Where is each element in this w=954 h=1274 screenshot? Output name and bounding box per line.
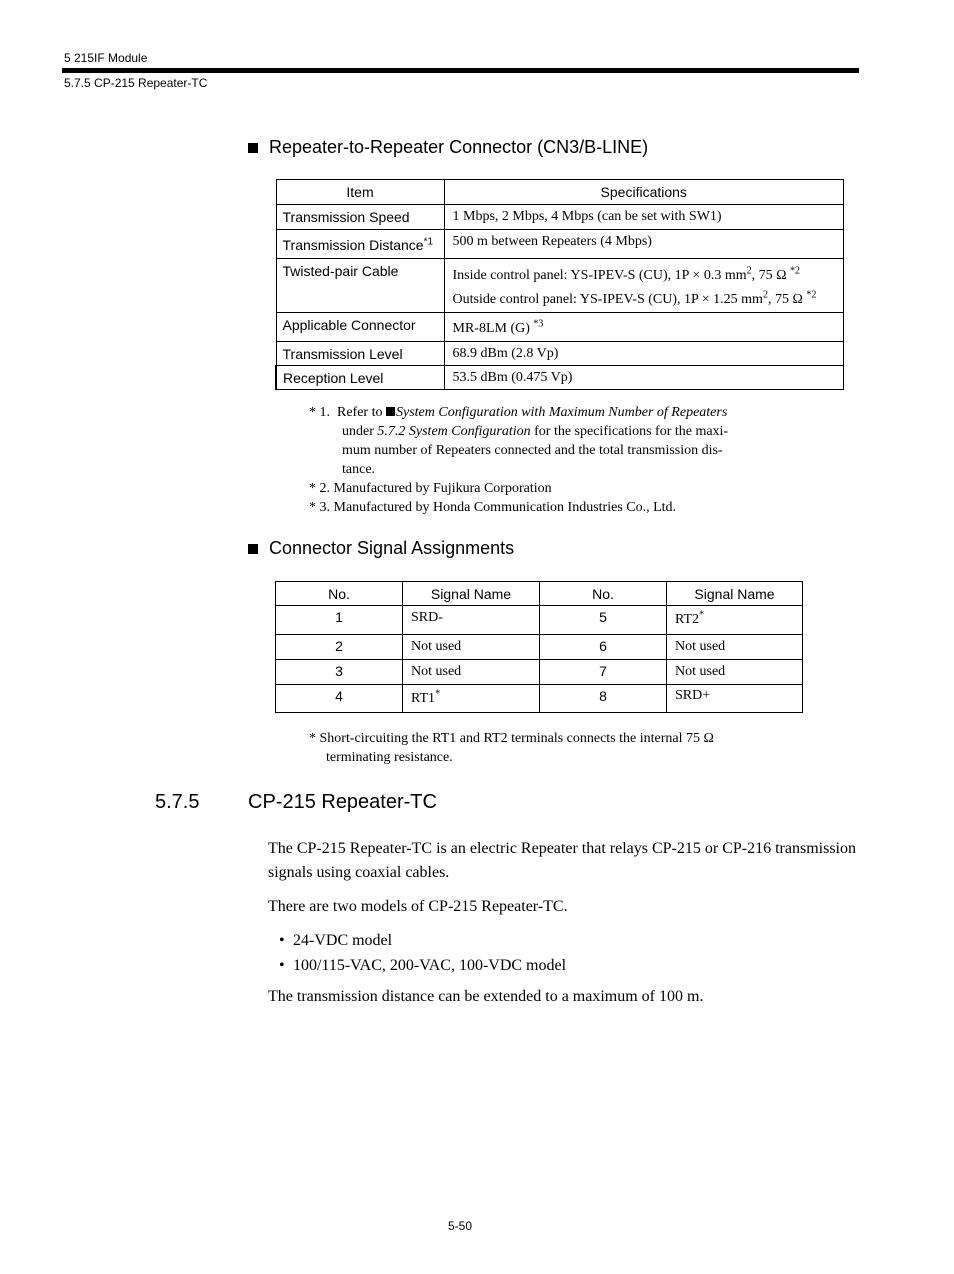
footnote-text: for the specifications for the maxi- xyxy=(530,424,729,439)
paragraph-2: There are two models of CP-215 Repeater-TC. xyxy=(268,898,568,915)
col-header-signal-name: Signal Name xyxy=(403,582,540,606)
signal-footnote-line-1: * Short-circuiting the RT1 and RT2 terminals connects the internal 75 Ω xyxy=(309,731,714,746)
footnote-ref: * xyxy=(699,609,705,621)
signal-text: RT2 xyxy=(675,612,700,627)
signal-section-title xyxy=(248,538,514,559)
signal-name xyxy=(667,606,803,635)
col-header-no: No. xyxy=(276,582,403,606)
pin-number: 8 xyxy=(540,685,667,713)
spec-cell xyxy=(444,259,844,313)
item-cell: Transmission Level xyxy=(276,342,444,366)
spec-cell: 68.9 dBm (2.8 Vp) xyxy=(444,342,844,366)
page-number: 5-50 xyxy=(448,1219,473,1233)
footnote-3: * 3. Manufactured by Honda Communication Industries Co., Ltd. xyxy=(309,500,677,515)
signal-assignment-table xyxy=(275,581,803,713)
reference-title: System Configuration with Maximum Number of Repeaters xyxy=(395,405,728,420)
item-cell: Reception Level xyxy=(276,366,444,390)
signal-name: SRD+ xyxy=(667,685,803,713)
pin-number: 4 xyxy=(276,685,403,713)
signal-section-title-text: Connector Signal Assignments xyxy=(269,538,515,558)
list-item xyxy=(279,928,868,953)
spec-line-inside xyxy=(453,264,844,288)
item-cell: Transmission Speed xyxy=(276,205,444,230)
footnote-1-line-2 xyxy=(309,422,759,441)
pin-number: 2 xyxy=(276,635,403,660)
pin-number: 1 xyxy=(276,606,403,635)
footnote-1 xyxy=(309,403,759,517)
col-header-no: No. xyxy=(540,582,667,606)
pin-number: 3 xyxy=(276,660,403,685)
item-cell: Applicable Connector xyxy=(276,313,444,342)
list-item xyxy=(279,953,868,978)
pin-number: 6 xyxy=(540,635,667,660)
col-header-signal-name: Signal Name xyxy=(667,582,803,606)
footnote-ref: *1 xyxy=(423,236,434,248)
connector-section-title xyxy=(248,137,648,158)
header-rule xyxy=(62,68,859,73)
footnote-1-line-3: mum number of Repeaters connected and the total transmission dis- xyxy=(342,443,723,458)
section-title: CP-215 Repeater-TC xyxy=(248,791,437,813)
footnote-ref: *2 xyxy=(790,265,801,277)
table-row xyxy=(276,685,803,713)
spec-text: Outside control panel: YS-IPEV-S (CU), 1P × 1.25 mm xyxy=(452,292,763,307)
spec-cell: 1 Mbps, 2 Mbps, 4 Mbps (can be set with SW1) xyxy=(444,205,844,230)
running-header-section: 5.7.5 CP-215 Repeater-TC xyxy=(64,76,208,90)
signal-name: Not used xyxy=(403,635,540,660)
spec-text: Inside control panel: YS-IPEV-S (CU), 1P × 0.3 mm xyxy=(452,268,747,283)
section-number: 5.7.5 xyxy=(155,791,200,813)
section-body xyxy=(268,837,868,1009)
list-item-text: 100/115-VAC, 200-VAC, 100-VDC model xyxy=(293,957,567,974)
spec-cell xyxy=(444,313,844,342)
table-row xyxy=(276,342,844,366)
footnote-ref: * xyxy=(435,688,441,700)
model-list xyxy=(268,928,868,978)
running-header-chapter: 5 215IF Module xyxy=(64,51,148,65)
item-cell: Twisted-pair Cable xyxy=(276,259,444,313)
spec-text: MR-8LM (G) xyxy=(452,321,534,336)
list-item-text: 24-VDC model xyxy=(293,932,393,949)
footnote-1-line-1 xyxy=(309,403,759,422)
connector-section-title-text: Repeater-to-Repeater Connector (CN3/B-LINE) xyxy=(269,137,649,157)
section-reference: 5.7.2 System Configuration xyxy=(377,424,531,439)
signal-name: Not used xyxy=(667,660,803,685)
footnote-ref: *2 xyxy=(806,289,817,301)
pin-number: 5 xyxy=(540,606,667,635)
paragraph-1-line-1: The CP-215 Repeater-TC is an electric Repeater that relays CP-215 or CP-216 transmission xyxy=(268,840,856,857)
footnote-ref: *3 xyxy=(533,318,544,330)
signal-name: Not used xyxy=(403,660,540,685)
table-row xyxy=(276,230,844,259)
spec-text: , 75 Ω xyxy=(751,268,791,283)
table-header-row xyxy=(276,582,803,606)
spec-line-outside xyxy=(453,288,844,312)
square-bullet-icon xyxy=(386,407,395,416)
footnote-mark: * 1. xyxy=(309,405,330,420)
footnote-2: * 2. Manufactured by Fujikura Corporation xyxy=(309,481,552,496)
signal-name xyxy=(403,685,540,713)
signal-name: SRD- xyxy=(403,606,540,635)
bullet-dot-icon: • xyxy=(279,957,285,974)
table-row xyxy=(276,606,803,635)
signal-name: Not used xyxy=(667,635,803,660)
signal-footnote xyxy=(309,729,749,767)
footnote-1-line-4: tance. xyxy=(342,462,376,477)
square-bullet-icon xyxy=(248,544,258,554)
paragraph-3: The transmission distance can be extended to a maximum of 100 m. xyxy=(268,988,704,1005)
superscript: 2 xyxy=(762,289,768,301)
signal-text: RT1 xyxy=(411,691,436,706)
table-row xyxy=(276,635,803,660)
pin-number: 7 xyxy=(540,660,667,685)
spec-cell: 53.5 dBm (0.475 Vp) xyxy=(444,366,844,390)
item-text: Transmission Distance xyxy=(282,237,424,253)
table-row xyxy=(276,366,844,390)
connector-spec-table xyxy=(275,179,844,390)
spec-text: , 75 Ω xyxy=(767,292,807,307)
item-cell xyxy=(276,230,444,259)
table-row xyxy=(276,205,844,230)
spec-cell: 500 m between Repeaters (4 Mbps) xyxy=(444,230,844,259)
table-row xyxy=(276,660,803,685)
col-header-specifications: Specifications xyxy=(444,180,844,205)
square-bullet-icon xyxy=(248,143,258,153)
signal-footnote-line-2: terminating resistance. xyxy=(326,750,453,765)
table-row xyxy=(276,313,844,342)
table-row xyxy=(276,259,844,313)
paragraph-1-line-2: signals using coaxial cables. xyxy=(268,864,450,881)
table-header-row xyxy=(276,180,844,205)
col-header-item: Item xyxy=(276,180,444,205)
footnote-text: under xyxy=(342,424,378,439)
footnote-text: Refer to xyxy=(337,405,386,420)
bullet-dot-icon: • xyxy=(279,932,285,949)
superscript: 2 xyxy=(746,265,752,277)
